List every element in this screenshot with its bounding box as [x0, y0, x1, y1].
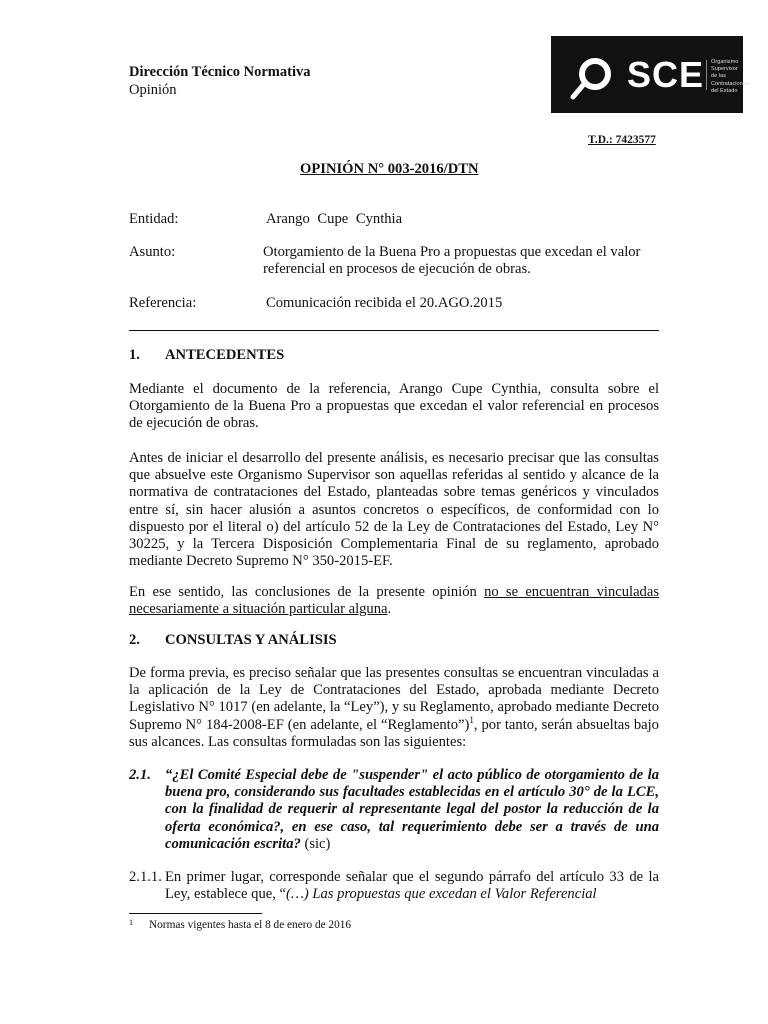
department-title: Dirección Técnico Normativa: [129, 64, 311, 80]
asunto-label: Asunto:: [129, 244, 176, 260]
question-text: [165, 767, 659, 853]
logo-subtitle: Organismo Supervisor de las Contrataciones del Estado: [711, 59, 749, 94]
section-1-heading: [129, 347, 659, 365]
section-1-paragraph-2: Antes de iniciar el desarrollo del presente análisis, es necesario precisar que las consultas que absuelve este Organismo Supervisor son aquellas referidas al sentido y alcance de la normativa de contrataciones del Estado, planteadas sobre temas genéricos y vinculados entre sí, sin hacer alusión a asuntos concretos o específicos, de conformidad con lo dispuesto por el literal o) del artículo 52 de la Ley de Contrataciones del Estado, Ley N° 30225, y la Tercera Disposición Complementaria Final de su reglamento, aprobado mediante Decreto Supremo N° 350-2015-EF.: [129, 450, 659, 570]
paragraph-3-start: En ese sentido, las conclusiones de la presente opinión: [129, 584, 485, 600]
section-2-number: 2.: [129, 632, 140, 648]
question-number: 2.1.: [129, 767, 151, 783]
section-1-paragraph-3: [129, 584, 659, 618]
question-2-1: [129, 767, 659, 853]
magnifier-o-icon: [567, 56, 625, 102]
opinion-title: OPINIÓN N° 003-2016/DTN: [300, 161, 479, 177]
section-2-paragraph-1-start: De forma previa, es preciso señalar que las presentes consultas se encuentran vinculadas a la aplicación de la Ley de Contrataciones del Estado, aprobada mediante Decreto Legislativo N° 1017 (en adelante, la “Ley”), y su Reglamento, aprobado mediante Decreto Supremo N° 184-2008-EF (en adelante, el “Reglamento”): [129, 665, 659, 733]
asunto-value: Otorgamiento de la Buena Pro a propuestas que excedan el valor referencial en procesos de ejecución de obras.: [263, 244, 641, 278]
answer-quote: (…) Las propuestas que excedan el Valor Referencial: [286, 886, 597, 903]
question-sic: (sic): [300, 835, 331, 852]
paragraph-3-end: .: [387, 601, 392, 618]
section-2-paragraph-1-end: , por tanto, serán absueltas bajo sus alcances. Las consultas formuladas son las siguientes:: [129, 716, 659, 750]
footnote-mark: 1: [129, 918, 133, 927]
section-1-title: ANTECEDENTES: [165, 347, 285, 363]
paragraph-3-underlined: no se encuentran vinculadas necesariamente a situación particular alguna: [129, 584, 659, 618]
section-1-paragraph-1: Mediante el documento de la referencia, Arango Cupe Cynthia, consulta sobre el Otorgamiento de la Buena Pro a propuestas que excedan el valor referencial en procesos de ejecución de obras.: [129, 381, 659, 432]
answer-2-1-1: [129, 869, 659, 903]
answer-text: [129, 869, 659, 903]
doc-type: Opinión: [129, 82, 177, 98]
footnote-ref: 1: [469, 714, 474, 725]
osce-logo: [551, 36, 749, 113]
entidad-value: Arango Cupe Cynthia: [266, 211, 403, 227]
answer-body: En primer lugar, corresponde señalar que el segundo párrafo del artículo 33 de la Ley, establece que, “: [165, 869, 659, 903]
header-divider: [129, 330, 659, 331]
logo-separator: [706, 60, 707, 90]
entidad-label: Entidad:: [129, 211, 179, 227]
header-department-block: [129, 63, 310, 99]
referencia-label: Referencia:: [129, 295, 197, 311]
td-number: T.D.: 7423577: [588, 134, 656, 146]
section-2-heading: [129, 632, 659, 650]
answer-number: 2.1.1.: [129, 869, 162, 885]
section-2-title: CONSULTAS Y ANÁLISIS: [165, 632, 337, 648]
footnote-divider: [129, 913, 262, 914]
section-2-paragraph-1: [129, 665, 659, 751]
section-1-number: 1.: [129, 347, 140, 363]
question-body: “¿El Comité Especial debe de "suspender" el acto público de otorgamiento de la buena pro, considerando sus facultades establecidas en el artículo 30° de la LCE, con la finalidad de requerir al representante legal del postor la reducción de la oferta económica?, en ese caso, tal requerimiento debe ser a través de una comunicación escrita?: [165, 767, 659, 852]
logo-text: SCE: [627, 54, 705, 95]
footnote-text: Normas vigentes hasta el 8 de enero de 2016: [149, 919, 352, 931]
referencia-value: Comunicación recibida el 20.AGO.2015: [266, 295, 503, 311]
